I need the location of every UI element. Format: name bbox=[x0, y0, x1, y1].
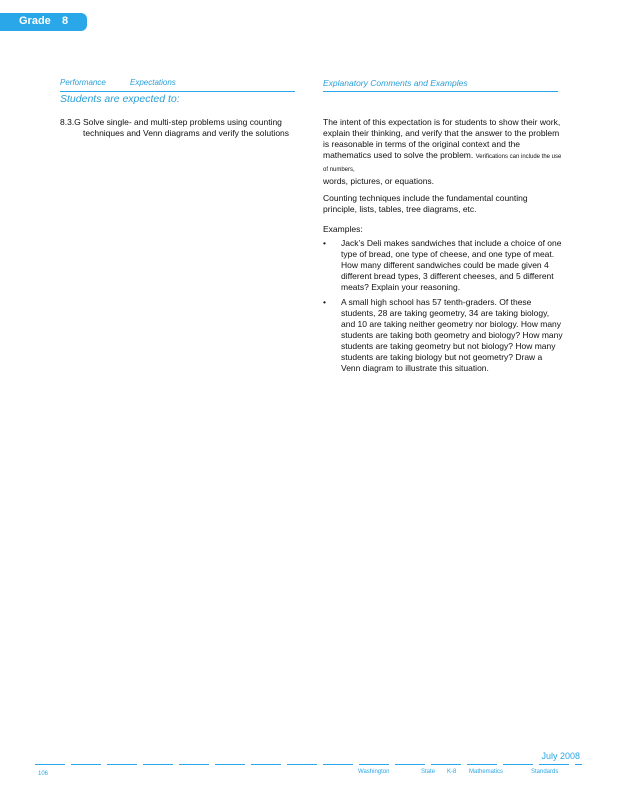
left-header-rule bbox=[60, 91, 295, 92]
footer-word: K-8 bbox=[447, 769, 457, 775]
list-item bbox=[323, 238, 563, 293]
examples-list bbox=[323, 238, 563, 378]
footer-word: Mathematics bbox=[469, 769, 504, 775]
bullet: • bbox=[323, 297, 326, 307]
standard-code: 8.3.G bbox=[60, 117, 81, 127]
grade-label: Grade bbox=[19, 15, 51, 27]
footer-rule bbox=[35, 764, 582, 765]
footer-word: Washington bbox=[358, 769, 390, 775]
heading-performance: Performance bbox=[60, 78, 106, 87]
intent-tail: words, pictures, or equations. bbox=[323, 176, 435, 186]
heading-expectations: Expectations bbox=[130, 78, 176, 87]
intent-paragraph bbox=[323, 117, 563, 187]
page-number: 106 bbox=[38, 771, 49, 777]
examples-label: Examples: bbox=[323, 224, 363, 234]
grade-number: 8 bbox=[62, 15, 69, 27]
right-header-rule bbox=[323, 91, 558, 92]
footer-word: Standards bbox=[531, 769, 559, 775]
counting-paragraph: Counting techniques include the fundamental counting principle, lists, tables, tree diagrams, etc. bbox=[323, 193, 528, 214]
standard-text: Solve single- and multi-step problems using counting techniques and Venn diagrams and verify the solutions bbox=[83, 117, 290, 138]
grade-tab bbox=[0, 13, 87, 31]
footer-date: July 2008 bbox=[541, 751, 580, 761]
example-text: A small high school has 57 tenth-graders. Of these students, 28 are taking geometry, 34 are taking biology, and 10 are taking neither geometry nor biology. How many students are taking both geometry and biology? How many students are taking geometry but not biology? How many students are taking biology but not geometry? Draw a Venn diagram to illustrate this situation. bbox=[341, 297, 563, 373]
heading-explanatory: Explanatory Comments and Examples bbox=[323, 78, 468, 88]
list-item bbox=[323, 297, 563, 374]
bullet: • bbox=[323, 238, 326, 248]
example-text: Jack’s Deli makes sandwiches that include a choice of one type of bread, one type of cheese, and one type of meat. How many different sandwiches could be made given 4 different bread types, 3 different cheeses, and 5 different meats? Explain your reasoning. bbox=[341, 238, 562, 292]
students-expected-line: Students are expected to: bbox=[60, 93, 180, 105]
intent-small: Verifications can include the use of numbers, bbox=[323, 154, 562, 173]
footer-word: State bbox=[421, 769, 436, 775]
intent-main: The intent of this expectation is for students to show their work, explain their thinking, and verify that the answer to the problem is reasonable in terms of the original context and the mathematics used to solve the problem. bbox=[323, 117, 561, 160]
